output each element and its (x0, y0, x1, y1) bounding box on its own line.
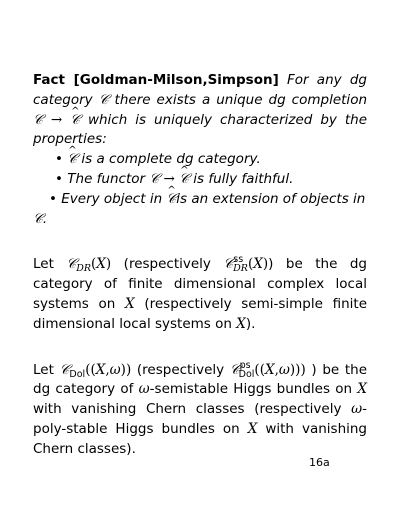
fact-block (33, 71, 367, 229)
completion-symbol: ^ 𝒞 (179, 170, 189, 190)
omega-symbol: ω (278, 361, 290, 378)
dol-text-4: -semistable Higgs bundles on (149, 381, 353, 398)
space-x: X (357, 381, 367, 398)
space-x: X (96, 256, 106, 273)
space-x: X (236, 315, 246, 332)
dr-paragraph: Let 𝒞$_{DR}$(X) (respectively 𝒞$^{ss}_{DR}$(X)) be the dg category of finite dimensional complex local systems on X (respectively semi-simple finite dimensional local systems on X). (33, 254, 368, 332)
category-symbol: 𝒞 (98, 91, 109, 108)
dol-paragraph: Let 𝒞$_{Dol}$((X,ω)) (respectively 𝒞$^{ps}_{Dol}$((X,ω))) ) be the dg category of ω-semistable Higgs bundles on X with vanishing Chern classes (respectively ω-poly-stable Higgs bundles on X with vanishing Chern classes). (33, 359, 368, 457)
bullet-text: is fully faithful. (193, 170, 294, 187)
bullet-icon: • (55, 170, 63, 187)
dr-subscript: DR (76, 263, 91, 275)
dol-text-1: Let (33, 361, 54, 378)
fact-intro-text-1: For any dg category (33, 72, 367, 108)
fact-heading: Fact [Goldman-Milson,Simpson] (33, 72, 279, 88)
fact-intro-text-3: which is uniquely characterized by the properties: (33, 111, 368, 148)
category-symbol: 𝒞 (33, 111, 43, 128)
dr-text-3: ) be the dg category of finite dimensional complex local systems on (33, 256, 367, 312)
arrow-symbol: → (50, 111, 63, 128)
bullet-text-pre: Every object in (61, 190, 163, 207)
completion-symbol: ^ 𝒞 (67, 150, 77, 170)
bullet-continuation (33, 210, 367, 230)
bullet-text: is an extension of objects in (176, 190, 366, 207)
bullet-text-pre: The functor (67, 170, 146, 187)
dr-subscript: DR (233, 263, 248, 275)
dol-text-5: with vanishing Chern classes (respectively (33, 401, 342, 418)
space-x: X (125, 295, 135, 312)
dol-subscript: Dol (69, 368, 86, 380)
category-symbol: 𝒞 (149, 170, 160, 187)
space-x: X (247, 420, 258, 437)
dol-text-3: ) be the dg category of (33, 361, 368, 398)
completion-symbol: ^ 𝒞 (166, 190, 176, 210)
category-symbol: 𝒞 (223, 256, 234, 273)
category-symbol: 𝒞 (229, 361, 240, 378)
bullet-item (33, 170, 367, 190)
dol-text-2: (respectively (136, 361, 225, 378)
slide-body (33, 71, 367, 460)
arrow-symbol: → (163, 170, 175, 187)
omega-symbol: ω (351, 401, 363, 418)
bullet-icon: • (55, 151, 63, 168)
period: . (42, 210, 48, 227)
bullet-item (33, 190, 367, 210)
ss-superscript: ss (233, 254, 244, 266)
category-symbol: 𝒞 (59, 361, 70, 378)
space-x: X (95, 361, 106, 378)
omega-symbol: ω (109, 361, 121, 378)
space-x: X (253, 256, 263, 273)
dol-text-6: -poly-stable Higgs bundles on (33, 401, 367, 437)
completion-symbol: ^ 𝒞 (70, 111, 80, 131)
category-symbol: 𝒞 (33, 210, 43, 227)
dol-subscript: Dol (238, 368, 255, 380)
page-number: 16a (309, 456, 330, 469)
fact-intro-text-2: there exists a unique dg completion (114, 91, 368, 108)
dr-text-5: ). (245, 315, 256, 332)
category-symbol: 𝒞 (66, 256, 77, 273)
dr-text-1: Let (33, 256, 54, 273)
omega-symbol: ω (138, 381, 150, 398)
dr-text-2: (respectively (123, 256, 211, 273)
bullet-text: is a complete dg category. (81, 151, 261, 168)
space-x: X (264, 361, 275, 378)
dol-text-7: with vanishing Chern classes). (33, 420, 368, 457)
dr-text-4: (respectively semi-simple finite dimensional local systems on (33, 295, 368, 332)
ps-superscript: ps (239, 359, 251, 371)
bullet-item (33, 150, 367, 170)
bullet-icon: • (49, 190, 57, 207)
